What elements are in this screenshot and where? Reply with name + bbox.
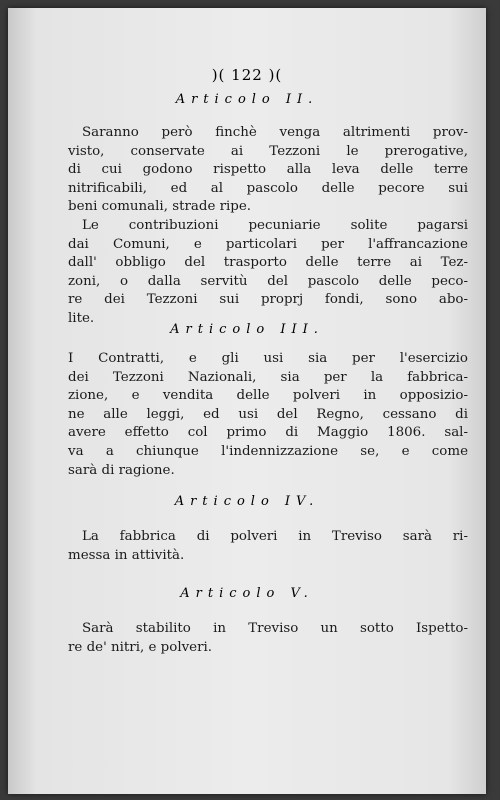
article-2-paragraph-1 xyxy=(68,124,468,217)
text-line: re dei Tezzoni sui proprj fondi, sono abo- xyxy=(68,292,468,308)
text-line: dall' obbligo del trasporto delle terre ai Tez- xyxy=(68,255,468,271)
text-line: nitrificabili, ed al pascolo delle pecore sui xyxy=(68,180,468,196)
text-line: visto, conservate ai Tezzoni le prerogative, xyxy=(68,143,468,159)
article-3-heading: Articolo III. xyxy=(170,322,324,337)
book-page xyxy=(8,8,486,794)
text-line: Saranno però finchè venga altrimenti prov- xyxy=(82,125,468,140)
text-line: I Contratti, e gli usi sia per l'esercizio xyxy=(68,351,468,366)
text-line: zoni, o dalla servitù del pascolo delle peco- xyxy=(68,273,468,289)
text-line: dai Comuni, e particolari per l'affrancazione xyxy=(68,236,468,252)
article-5-paragraph-1 xyxy=(68,620,468,657)
text-line: Sarà stabilito in Treviso un sotto Ispetto- xyxy=(82,621,468,636)
text-line: beni comunali, strade ripe. xyxy=(68,199,252,215)
text-line: Le contribuzioni pecuniarie solite pagarsi xyxy=(82,218,468,233)
article-4-heading: Articolo IV. xyxy=(174,494,320,509)
text-line: La fabbrica di polveri in Treviso sarà ri- xyxy=(82,529,468,544)
text-line: va a chiunque l'indennizzazione se, e come xyxy=(68,443,468,459)
text-line: lite. xyxy=(68,310,95,326)
text-line: re de' nitri, e polveri. xyxy=(68,639,213,655)
text-line: avere effetto col primo di Maggio 1806. sal- xyxy=(68,425,468,441)
text-line: sarà di ragione. xyxy=(68,462,175,478)
article-2-heading: Articolo II. xyxy=(175,92,319,107)
text-line: ne alle leggi, ed usi del Regno, cessano di xyxy=(68,406,468,422)
text-line: zione, e vendita delle polveri in opposizio- xyxy=(68,388,468,404)
page-number: )( 122 )( xyxy=(211,66,283,84)
text-line: messa in attività. xyxy=(68,547,185,563)
article-4-paragraph-1 xyxy=(68,528,468,565)
article-3-paragraph-1 xyxy=(68,350,468,480)
article-5-heading: Articolo V. xyxy=(180,586,314,601)
text-line: dei Tezzoni Nazionali, sia per la fabbrica- xyxy=(68,369,468,385)
text-line: di cui godono rispetto alla leva delle terre xyxy=(68,162,468,178)
article-2-paragraph-2 xyxy=(68,217,468,329)
